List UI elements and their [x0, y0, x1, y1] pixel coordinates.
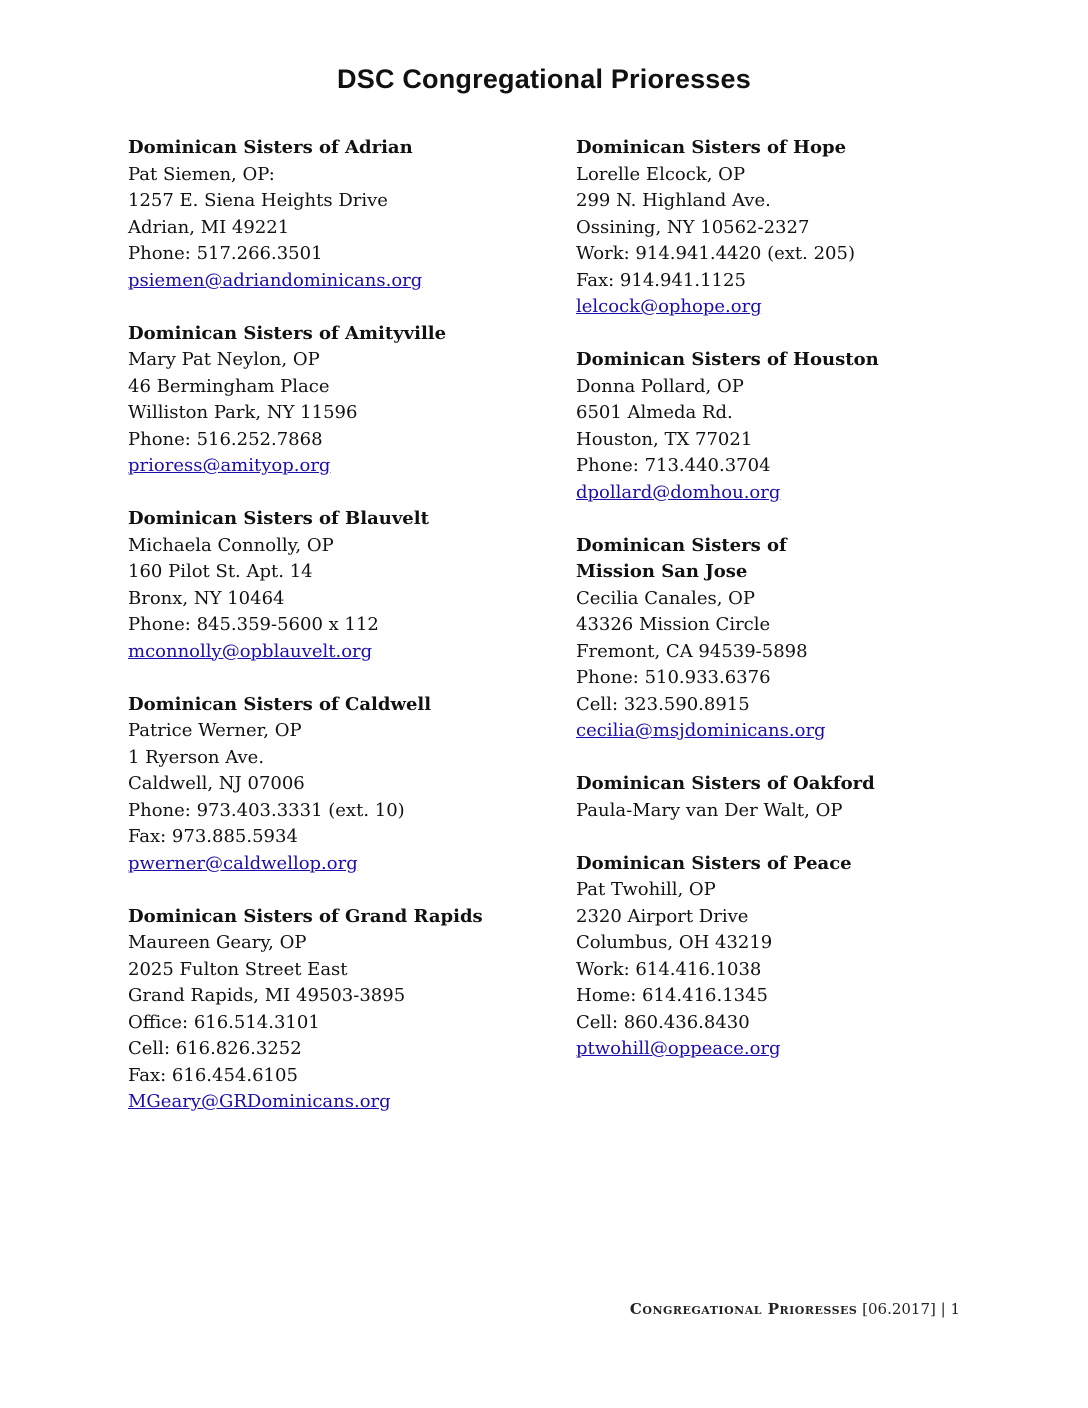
email-link[interactable]: lelcock@ophope.org — [576, 296, 762, 317]
contact-detail: Grand Rapids, MI 49503-3895 — [128, 985, 406, 1006]
email-line — [128, 268, 568, 295]
prioress-name: Maureen Geary, OP — [128, 932, 307, 953]
contact-detail: Ossining, NY 10562-2327 — [576, 216, 810, 238]
contact-detail: 2025 Fulton Street East — [128, 958, 348, 980]
footer-label: Congregational Prioresses — [629, 1300, 858, 1318]
prioress-name: Patrice Werner, OP — [128, 720, 302, 741]
contact-detail: Home: 614.416.1345 — [576, 985, 769, 1006]
contact-detail: Phone: 973.403.3331 (ext. 10) — [128, 799, 405, 821]
email-line — [576, 718, 1016, 745]
congregation-name: Dominican Sisters of Blauvelt — [128, 508, 429, 529]
right-column — [576, 135, 1016, 1089]
email-link[interactable]: ptwohill@oppeace.org — [576, 1038, 781, 1059]
congregation-name: Dominican Sisters of Houston — [576, 349, 879, 370]
contact-detail: 299 N. Highland Ave. — [576, 190, 771, 211]
email-link[interactable]: psiemen@adriandominicans.org — [128, 269, 423, 291]
congregation-name: Dominican Sisters of Oakford — [576, 773, 875, 794]
contact-detail: 6501 Almeda Rd. — [576, 402, 733, 423]
contact-detail: 1257 E. Siena Heights Drive — [128, 190, 388, 211]
contact-detail: Fax: 973.885.5934 — [128, 826, 298, 847]
page-title: DSC Congregational Prioresses — [337, 64, 751, 94]
prioress-name: Donna Pollard, OP — [576, 375, 744, 397]
contact-entry — [128, 692, 568, 878]
contact-detail: 46 Bermingham Place — [128, 375, 330, 397]
contact-entry — [128, 135, 568, 294]
prioress-name: Lorelle Elcock, OP — [576, 163, 746, 185]
contact-entry — [128, 321, 568, 480]
contact-entry — [576, 851, 1016, 1063]
prioress-name: Pat Twohill, OP — [576, 879, 716, 900]
congregation-name: Dominican Sisters of Hope — [576, 137, 847, 158]
prioress-name: Michaela Connolly, OP — [128, 534, 334, 556]
prioress-name: Pat Siemen, OP: — [128, 163, 275, 185]
prioress-name: Cecilia Canales, OP — [576, 587, 756, 609]
email-link[interactable]: pwerner@caldwellop.org — [128, 852, 358, 874]
contact-detail: Cell: 616.826.3252 — [128, 1038, 302, 1059]
contact-detail: Phone: 510.933.6376 — [576, 667, 771, 688]
contact-detail: Caldwell, NJ 07006 — [128, 773, 305, 794]
email-line — [128, 453, 568, 480]
contact-detail: Phone: 845.359-5600 x 112 — [128, 614, 379, 635]
email-line — [576, 294, 1016, 321]
contact-detail: Phone: 516.252.7868 — [128, 428, 323, 450]
contact-entry — [576, 347, 1016, 506]
contact-detail: Adrian, MI 49221 — [128, 216, 290, 238]
email-line — [128, 851, 568, 878]
email-line — [576, 1036, 1016, 1063]
congregation-name: Dominican Sisters of Caldwell — [128, 693, 432, 715]
contact-detail: Fax: 914.941.1125 — [576, 269, 746, 291]
congregation-name: Mission San Jose — [576, 561, 748, 582]
prioress-name: Paula-Mary van Der Walt, OP — [576, 799, 843, 821]
contact-entry — [128, 506, 568, 665]
contact-entry — [128, 904, 568, 1116]
email-link[interactable]: mconnolly@opblauvelt.org — [128, 640, 373, 662]
contact-detail: Cell: 323.590.8915 — [576, 693, 750, 715]
footer-page-info: [06.2017] | 1 — [857, 1300, 960, 1318]
contact-detail: Office: 616.514.3101 — [128, 1011, 320, 1033]
page-footer — [630, 1300, 960, 1318]
contact-entry — [576, 533, 1016, 745]
contact-detail: Work: 614.416.1038 — [576, 958, 762, 980]
contact-detail: Work: 914.941.4420 (ext. 205) — [576, 243, 855, 264]
contact-detail: 1 Ryerson Ave. — [128, 746, 265, 768]
prioress-name: Mary Pat Neylon, OP — [128, 349, 320, 370]
email-line — [128, 639, 568, 666]
contact-detail: Fax: 616.454.6105 — [128, 1064, 298, 1086]
contact-detail: 160 Pilot St. Apt. 14 — [128, 561, 313, 582]
contact-detail: Columbus, OH 43219 — [576, 932, 773, 953]
email-link[interactable]: dpollard@domhou.org — [576, 481, 781, 503]
email-line — [576, 480, 1016, 507]
email-link[interactable]: MGeary@GRDominicans.org — [128, 1091, 391, 1112]
contact-detail: Fremont, CA 94539-5898 — [576, 640, 808, 662]
contact-detail: 43326 Mission Circle — [576, 614, 771, 635]
email-link[interactable]: prioress@amityop.org — [128, 455, 331, 476]
contact-detail: Phone: 713.440.3704 — [576, 455, 771, 476]
contact-detail: Houston, TX 77021 — [576, 428, 753, 450]
contact-detail: 2320 Airport Drive — [576, 905, 749, 927]
email-line — [128, 1089, 568, 1116]
email-link[interactable]: cecilia@msjdominicans.org — [576, 720, 826, 741]
congregation-name: Dominican Sisters of — [576, 534, 787, 556]
congregation-name: Dominican Sisters of Adrian — [128, 137, 413, 158]
contact-detail: Bronx, NY 10464 — [128, 587, 285, 609]
contact-entry — [576, 135, 1016, 321]
congregation-name: Dominican Sisters of Amityville — [128, 322, 447, 344]
contact-entry — [576, 771, 1016, 824]
contact-detail: Cell: 860.436.8430 — [576, 1011, 750, 1033]
left-column — [128, 135, 568, 1142]
contact-detail: Phone: 517.266.3501 — [128, 243, 323, 264]
congregation-name: Dominican Sisters of Grand Rapids — [128, 905, 483, 927]
contact-detail: Williston Park, NY 11596 — [128, 402, 358, 423]
congregation-name: Dominican Sisters of Peace — [576, 852, 852, 874]
